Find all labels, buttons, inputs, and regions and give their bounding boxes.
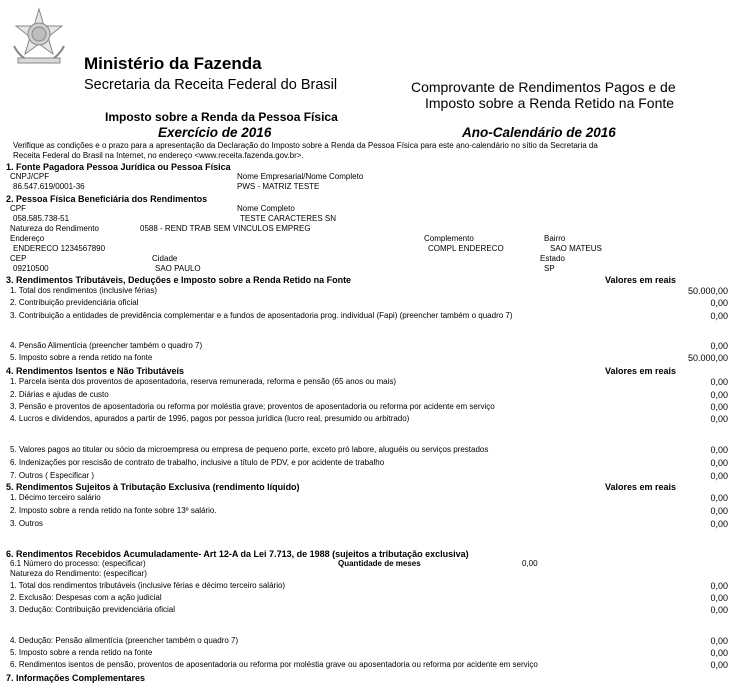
s4-row-5-label: 5. Valores pagos ao titular ou sócio da microempresa ou empresa de pequeno porte, exceto pró labore, aluguéis ou serviços prestados xyxy=(10,445,489,454)
natureza-label: Natureza do Rendimento xyxy=(10,224,99,233)
section-4-title: 4. Rendimentos Isentos e Não Tributáveis xyxy=(6,366,185,376)
s5-row-1-value: 0,00 xyxy=(710,493,728,503)
s3-row-4-label: 4. Pensão Alimentícia (preencher também o quadro 7) xyxy=(10,341,203,350)
comprovante-title-line1: Comprovante de Rendimentos Pagos e de xyxy=(411,79,676,95)
s4-row-4-value: 0,00 xyxy=(710,414,728,424)
s5-row-2-label: 2. Imposto sobre a renda retido na fonte sobre 13º salário. xyxy=(10,506,217,515)
s6-row-5-value: 0,00 xyxy=(710,648,728,658)
s6-row-2-value: 0,00 xyxy=(710,593,728,603)
cpf-label: CPF xyxy=(10,204,26,213)
s5-row-3-label: 3. Outros xyxy=(10,519,43,528)
s3-row-4-value: 0,00 xyxy=(710,341,728,351)
cidade-value: SAO PAULO xyxy=(155,264,201,273)
complemento-value: COMPL ENDERECO xyxy=(428,244,504,253)
s6-row-4-value: 0,00 xyxy=(710,636,728,646)
cnpj-label: CNPJ/CPF xyxy=(10,172,50,181)
s4-row-3-value: 0,00 xyxy=(710,402,728,412)
s6-row-5-label: 5. Imposto sobre a renda retido na fonte xyxy=(10,648,153,657)
section-4-valores-header: Valores em reais xyxy=(605,366,677,376)
s4-row-1-value: 0,00 xyxy=(710,377,728,387)
s3-row-5-value: 50.000,00 xyxy=(687,353,728,363)
s4-row-6-value: 0,00 xyxy=(710,458,728,468)
ano-calendario: Ano-Calendário de 2016 xyxy=(462,125,616,140)
endereco-value: ENDERECO 1234567890 xyxy=(13,244,106,253)
s3-row-1-value: 50.000,00 xyxy=(687,286,728,296)
s5-row-3-value: 0,00 xyxy=(710,519,728,529)
quantidade-meses-value: 0,00 xyxy=(522,559,538,568)
cpf-value: 058.585.738-51 xyxy=(13,214,70,223)
cep-value: 09210500 xyxy=(13,264,49,273)
numero-processo-label: 6.1 Número do processo: (especificar) xyxy=(10,559,146,568)
verifique-notice-line1: Verifique as condições e o prazo para a apresentação da Declaração do Imposto sobre a Renda da Pessoa Física para este ano-calendário no sítio da Secretaria da xyxy=(13,141,598,150)
s3-row-5-label: 5. Imposto sobre a renda retido na fonte xyxy=(10,353,153,362)
s5-row-1-label: 1. Décimo terceiro salário xyxy=(10,493,101,502)
s6-row-6-value: 0,00 xyxy=(710,660,728,670)
section-3-valores-header: Valores em reais xyxy=(605,275,677,285)
s5-row-2-value: 0,00 xyxy=(710,506,728,516)
s6-row-1-label: 1. Total dos rendimentos tributáveis (inclusive férias e décimo terceiro salário) xyxy=(10,581,286,590)
nome-empresarial-value: PWS - MATRIZ TESTE xyxy=(237,182,320,191)
s6-row-3-label: 3. Dedução: Contribuição previdenciária oficial xyxy=(10,605,175,614)
ministry-title: Ministério da Fazenda xyxy=(84,54,262,73)
s6-row-4-label: 4. Dedução: Pensão alimentícia (preencher também o quadro 7) xyxy=(10,636,239,645)
nome-completo-label: Nome Completo xyxy=(237,204,295,213)
s4-row-2-label: 2. Diárias e ajudas de custo xyxy=(10,390,109,399)
s4-row-2-value: 0,00 xyxy=(710,390,728,400)
s4-row-6-label: 6. Indenizações por rescisão de contrato de trabalho, inclusive a título de PDV, e por acidente de trabalho xyxy=(10,458,385,467)
brasil-coat-of-arms-icon xyxy=(8,6,70,68)
s6-row-1-value: 0,00 xyxy=(710,581,728,591)
s6-row-3-value: 0,00 xyxy=(710,605,728,615)
s3-row-3-value: 0,00 xyxy=(710,311,728,321)
imposto-title: Imposto sobre a Renda da Pessoa Física xyxy=(105,110,338,124)
section-5-valores-header: Valores em reais xyxy=(605,482,677,492)
bairro-value: SAO MATEUS xyxy=(550,244,602,253)
quantidade-meses-label: Quantidade de meses xyxy=(338,559,421,568)
cnpj-value: 86.547.619/0001-36 xyxy=(13,182,85,191)
bairro-label: Bairro xyxy=(544,234,566,243)
nome-completo-value: TESTE CARACTERES SN xyxy=(240,214,337,223)
section-1-title: 1. Fonte Pagadora Pessoa Jurídica ou Pessoa Física xyxy=(6,162,231,172)
estado-label: Estado xyxy=(540,254,565,263)
comprovante-title-line2: Imposto sobre a Renda Retido na Fonte xyxy=(425,95,675,111)
estado-value: SP xyxy=(544,264,555,273)
cidade-label: Cidade xyxy=(152,254,178,263)
s4-row-1-label: 1. Parcela isenta dos proventos de aposentadoria, reserva remunerada, reforma e pensão (65 anos ou mais) xyxy=(10,377,396,386)
natureza-value: 0588 - REND TRAB SEM VINCULOS EMPREG xyxy=(140,224,311,233)
s6-row-6-label: 6. Rendimentos isentos de pensão, proventos de aposentadoria ou reforma por moléstia grave ou aposentadoria ou reforma por acidente em serviço xyxy=(10,660,538,669)
section-3-title: 3. Rendimentos Tributáveis, Deduções e Imposto sobre a Renda Retido na Fonte xyxy=(6,275,352,285)
s4-row-3-label: 3. Pensão e proventos de aposentadoria ou reforma por moléstia grave; proventos de aposentadoria ou reforma por acidente em serviço xyxy=(10,402,495,411)
section-5-title: 5. Rendimentos Sujeitos à Tributação Exclusiva (rendimento líquido) xyxy=(6,482,300,492)
s3-row-3-label: 3. Contribuição a entidades de previdência complementar e a fundos de aposentadoria prog. individual (Fapi) (preencher também o quadro 7) xyxy=(10,311,513,320)
s6-natureza-label: Natureza do Rendimento: (especificar) xyxy=(10,569,147,578)
cep-label: CEP xyxy=(10,254,27,263)
section-6-title: 6. Rendimentos Recebidos Acumuladamente- Art 12-A da Lei 7.713, de 1988 (sujeitos a tributação exclusiva) xyxy=(6,549,469,559)
s6-row-2-label: 2. Exclusão: Despesas com a ação judicial xyxy=(10,593,162,602)
s3-row-2-value: 0,00 xyxy=(710,298,728,308)
verifique-notice-line2: Receita Federal do Brasil na Internet, no endereço <www.receita.fazenda.gov.br>. xyxy=(13,151,304,160)
secretaria-title: Secretaria da Receita Federal do Brasil xyxy=(84,77,338,93)
s3-row-2-label: 2. Contribuição previdenciária oficial xyxy=(10,298,139,307)
complemento-label: Complemento xyxy=(424,234,474,243)
section-7-title: 7. Informações Complementares xyxy=(6,673,146,683)
endereco-label: Endereço xyxy=(10,234,45,243)
s3-row-1-label: 1. Total dos rendimentos (inclusive férias) xyxy=(10,286,158,295)
s4-row-7-label: 7. Outros ( Especificar ) xyxy=(10,471,95,480)
s4-row-4-label: 4. Lucros e dividendos, apurados a partir de 1996, pagos por pessoa jurídica (lucro real, presumido ou arbitrado) xyxy=(10,414,410,423)
s4-row-5-value: 0,00 xyxy=(710,445,728,455)
section-2-title: 2. Pessoa Física Beneficiária dos Rendimentos xyxy=(6,194,208,204)
nome-empresarial-label: Nome Empresarial/Nome Completo xyxy=(237,172,364,181)
exercicio: Exercício de 2016 xyxy=(158,125,272,140)
s4-row-7-value: 0,00 xyxy=(710,471,728,481)
